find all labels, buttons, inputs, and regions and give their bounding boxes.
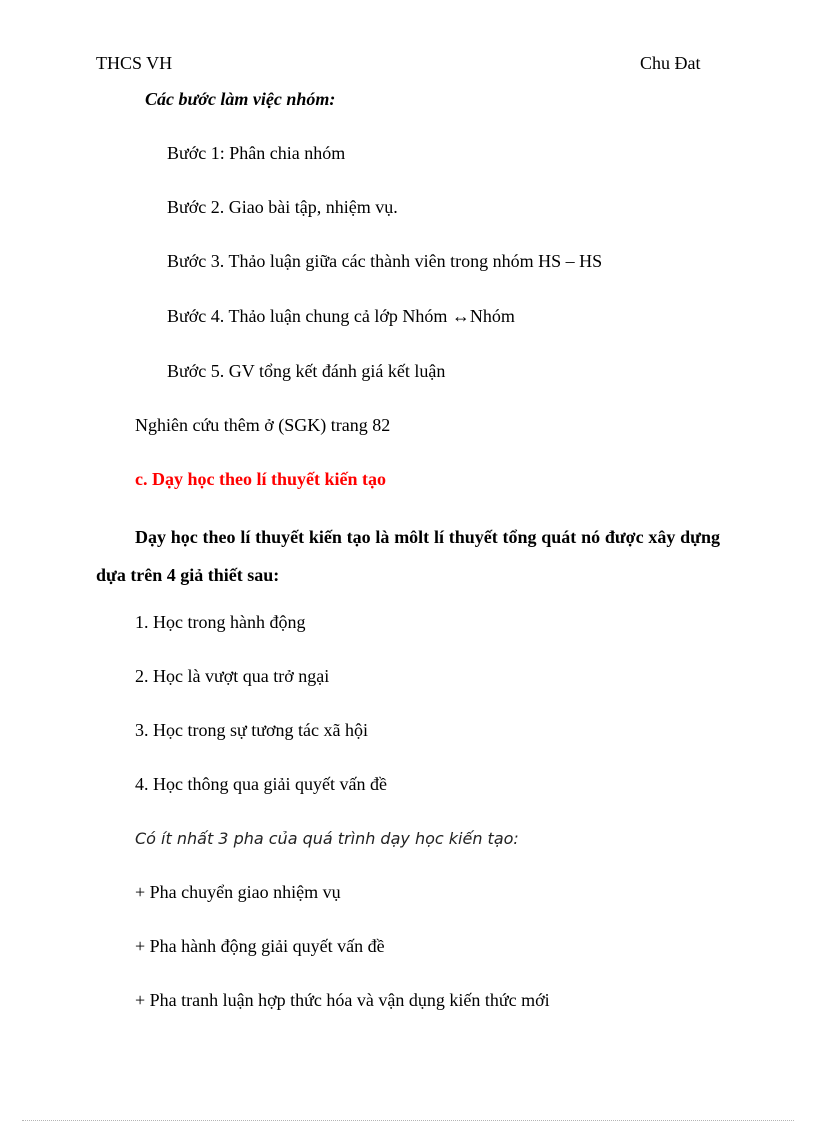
- phase-2: + Pha hành động giải quyết vấn đề: [135, 936, 385, 956]
- header-school: THCS VH: [96, 53, 173, 73]
- hypothesis-1: 1. Học trong hành động: [135, 612, 306, 632]
- hypothesis-4: 4. Học thông qua giải quyết vấn đề: [135, 774, 387, 794]
- step-2: Bước 2. Giao bài tập, nhiệm vụ.: [167, 197, 398, 217]
- section-heading: c. Dạy học theo lí thuyết kiến tạo: [135, 469, 386, 489]
- phase-3: + Pha tranh luận hợp thức hóa và vận dụng kiến thức mới: [135, 990, 550, 1010]
- step-3: Bước 3. Thảo luận giữa các thành viên trong nhóm HS – HS: [167, 251, 603, 271]
- hypothesis-3: 3. Học trong sự tương tác xã hội: [135, 720, 368, 740]
- phases-title: Có ít nhất 3 pha của quá trình dạy học kiến tạo:: [135, 829, 519, 848]
- group-work-title: Các bước làm việc nhóm:: [145, 89, 336, 109]
- page-bottom-divider: [22, 1120, 794, 1121]
- step-1: Bước 1: Phân chia nhóm: [167, 143, 346, 163]
- hypothesis-2: 2. Học là vượt qua trở ngại: [135, 666, 330, 686]
- reference-note: Nghiên cứu thêm ở (SGK) trang 82: [135, 415, 391, 435]
- phase-1: + Pha chuyển giao nhiệm vụ: [135, 882, 341, 902]
- step-4: Bước 4. Thảo luận chung cả lớp Nhóm ↔Nhóm: [167, 306, 515, 326]
- section-paragraph: Dạy học theo lí thuyết kiến tạo là môlt lí thuyết tổng quát nó được xây dựng dựa trên 4 giả thiết sau:: [96, 527, 720, 585]
- step-5: Bước 5. GV tổng kết đánh giá kết luận: [167, 361, 446, 381]
- header-author: Chu Đat: [640, 53, 701, 73]
